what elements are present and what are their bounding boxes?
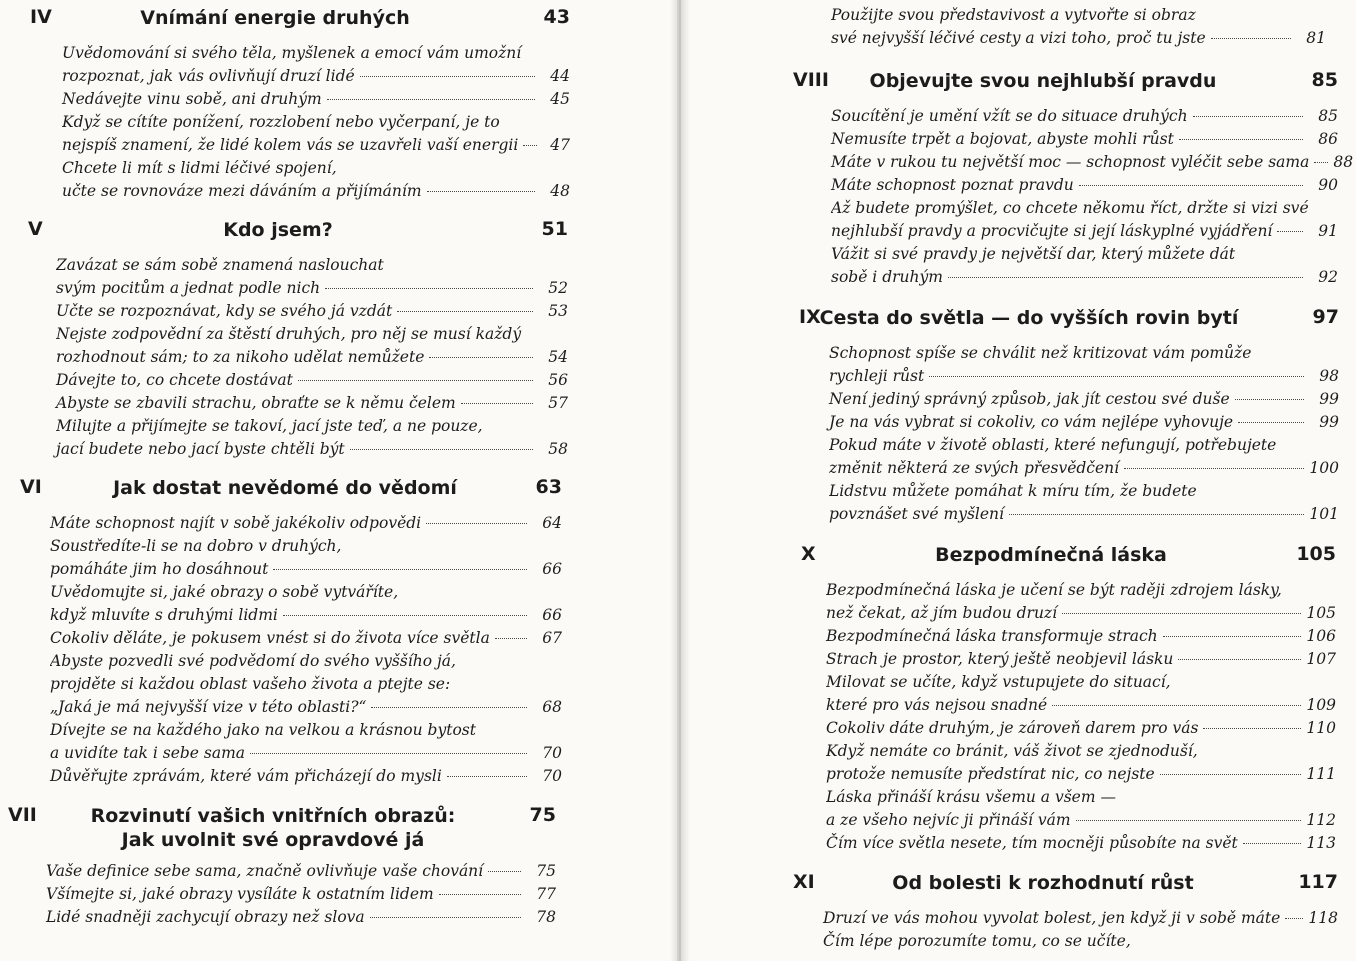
entry-last-line [46,883,556,906]
chapter-ix [799,300,1339,526]
entry-text: když mluvíte s druhými lidmi [50,606,278,624]
dot-leader [283,615,527,616]
chapter-number: VIII [793,69,829,91]
chapter-page-number: 85 [1311,69,1338,91]
entry-text: pomáháte jim ho dosáhnout [50,560,269,578]
entry-page-number: 56 [548,371,568,389]
entry-text: Máte v rukou tu největší moc — schopnost vyléčit sebe sama [831,153,1310,171]
dot-leader [1235,399,1304,400]
entry-page-number: 57 [548,394,568,412]
chapter-iv [30,0,570,203]
chapter-title [843,69,1243,93]
toc-entry[interactable] [826,671,1336,717]
entry-last-line [823,907,1338,930]
entry-last-line [826,763,1336,786]
dot-leader [948,277,1303,278]
entry-page-number: 52 [548,279,568,297]
entry-page-number: 48 [550,182,570,200]
chapter-title-line: Vnímání energie druhých [140,7,410,29]
right-page [681,0,1356,961]
entry-text: a ze všeho nejvíc ji přináší vám [826,811,1071,829]
entry-last-line [826,809,1336,832]
entry-text: Máte schopnost poznat pravdu [831,176,1074,194]
dot-leader [397,311,533,312]
entry-page-number: 45 [550,90,570,108]
toc-entry[interactable] [46,906,556,929]
entry-page-number: 75 [536,862,556,880]
entry-last-line [831,151,1354,174]
entry-text: Soucítění je umění vžít se do situace druhých [831,107,1188,125]
entry-page-number: 81 [1306,29,1326,47]
entry-page-number: 113 [1306,834,1336,852]
entry-last-line [46,906,556,929]
entry-text: Dívejte se na každého jako na velkou a krásnou bytost [50,721,476,739]
toc-entry[interactable] [829,388,1339,411]
chapter-title [68,218,488,242]
chapter-number: XI [793,871,815,893]
entry-text: Učte se rozpoznávat, kdy se svého já vzdát [56,302,393,320]
entry-text: Bezpodmínečná láska je učení se být raději zdrojem lásky, [826,581,1282,599]
entry-last-line [46,860,556,883]
entry-page-number: 101 [1309,505,1339,523]
dot-leader [1079,185,1303,186]
entry-last-line [829,365,1339,388]
toc-entry[interactable] [829,434,1339,480]
entry-last-line [831,27,1326,50]
entry-page-number: 54 [548,348,568,366]
chapter-page-number: 97 [1312,306,1339,328]
dot-leader [427,191,535,192]
dot-leader [929,376,1304,377]
entry-page-number: 99 [1319,390,1339,408]
toc-entry[interactable] [56,392,568,415]
dot-leader [273,569,527,570]
chapter-number: IX [799,306,821,328]
toc-entry[interactable] [826,648,1336,671]
entry-last-line [826,625,1336,648]
book-gutter [670,0,690,961]
entry-last-line [50,627,562,650]
dot-leader [461,403,533,404]
entry-text: Důvěřujte zprávám, které vám přicházejí do mysli [50,767,442,785]
dot-leader [250,753,527,754]
dot-leader [523,145,537,146]
entry-text: rozpoznat, jak vás ovlivňují druzí lidé [62,67,355,85]
toc-entry[interactable] [56,300,568,323]
entry-last-line [56,277,568,300]
dot-leader [1203,728,1301,729]
entry-last-line [829,411,1339,434]
entry-text: Láska přináší krásu všemu a všem — [826,788,1116,806]
entry-text: Druzí ve vás mohou vyvolat bolest, jen když ji v sobě máte [823,909,1281,927]
chapter-heading [793,865,1338,899]
entry-text: které pro vás nejsou snadné [826,696,1048,714]
toc-entry[interactable] [46,883,556,906]
toc-entry[interactable] [831,4,1326,50]
entry-text: Lidstvu můžete pomáhat k míru tím, že budete [829,482,1197,500]
toc-entry[interactable] [831,174,1338,197]
entry-text: Bezpodmínečná láska transformuje strach [826,627,1158,645]
toc-entry[interactable] [826,740,1336,786]
dot-leader [1285,918,1303,919]
toc-entry[interactable] [823,907,1338,930]
chapter-page-number: 51 [541,218,568,240]
toc-entry[interactable] [831,151,1354,174]
chapter-number: X [801,543,816,565]
entry-last-line [829,388,1339,411]
entry-last-line [56,300,568,323]
entry-last-line [56,369,568,392]
entry-last-line [50,604,562,627]
chapter-title-line: Bezpodmínečná láska [935,544,1167,566]
entry-page-number: 88 [1333,153,1354,171]
entry-text: Uvědomování si svého těla, myšlenek a emocí vám umožní [62,44,522,62]
dot-leader [429,357,533,358]
dot-leader [370,917,521,918]
toc-entry[interactable] [826,625,1336,648]
chapter-title-line: Rozvinutí vašich vnitřních obrazů: [90,805,456,827]
entry-page-number: 86 [1318,130,1338,148]
entry-last-line [50,742,562,765]
entry-text: projděte si každou oblast vašeho života a ptejte se: [50,675,451,693]
dot-leader [298,380,533,381]
entry-page-number: 67 [542,629,562,647]
chapter-page-number: 63 [535,476,562,498]
entry-text: Milujte a přijímejte se takoví, jací jste teď, a ne pouze, [56,417,483,435]
entry-last-line [62,134,570,157]
chapter-xi [793,865,1338,953]
chapter-page-number: 43 [543,6,570,28]
dot-leader [495,638,527,639]
entry-text: Soustředíte-li se na dobro v druhých, [50,537,342,555]
toc-entry[interactable] [823,930,1338,953]
entry-page-number: 91 [1318,222,1338,240]
entry-page-number: 77 [536,885,556,903]
chapter-title [70,476,500,500]
dot-leader [1076,820,1301,821]
chapter-heading [799,300,1339,334]
entry-last-line [831,266,1338,289]
entry-page-number: 70 [542,744,562,762]
entry-last-line [56,392,568,415]
entry-last-line [831,128,1338,151]
entry-text: Chcete li mít s lidmi léčivé spojení, [62,159,337,177]
toc-entry[interactable] [50,650,562,719]
chapter-title-line: Jak dostat nevědomé do vědomí [113,477,457,499]
entry-page-number: 105 [1306,604,1336,622]
entry-text: Vážit si své pravdy je největší dar, který můžete dát [831,245,1236,263]
entry-text: změnit některá ze svých přesvědčení [829,459,1120,477]
toc-entry[interactable] [56,369,568,392]
entry-page-number: 58 [548,440,568,458]
entry-text: Až budete promýšlet, co chcete někomu říct, držte si vizi své [831,199,1309,217]
toc-entry-list [823,907,1338,953]
dot-leader [426,523,527,524]
entry-last-line [829,503,1339,526]
toc-entry[interactable] [62,88,570,111]
chapter-title-line: Cesta do světla — do vyšších rovin bytí [819,307,1239,329]
entry-page-number: 109 [1306,696,1336,714]
toc-entry[interactable] [62,111,570,157]
entry-page-number: 99 [1319,413,1339,431]
entry-last-line [826,832,1336,855]
dot-leader [447,776,527,777]
entry-last-line [831,174,1338,197]
toc-entry-list [831,105,1354,289]
entry-text: Máte schopnost najít v sobě jakékoliv odpovědi [50,514,422,532]
entry-text: povznášet své myšlení [829,505,1004,523]
dot-leader [1211,38,1291,39]
entry-text: Strach je prostor, který ještě neobjevil lásku [826,650,1174,668]
toc-entry[interactable] [50,627,562,650]
entry-text: Schopnost spíše se chválit než kritizovat vám pomůže [829,344,1252,362]
chapter-number: VI [20,476,42,498]
entry-text: Nejste zodpovědní za štěstí druhých, pro něj se musí každý [56,325,522,343]
entry-last-line [823,930,1338,953]
dot-leader [1124,468,1304,469]
toc-entry[interactable] [56,254,568,300]
entry-last-line [831,220,1338,243]
entry-text: Cokoliv děláte, je pokusem vnést si do života více světla [50,629,490,647]
chapter-page-number: 117 [1298,871,1338,893]
dot-leader [371,707,527,708]
dot-leader [1009,514,1304,515]
toc-entry[interactable] [826,579,1336,625]
chapter-title-line: Jak uvolnit své opravdové já [121,829,425,851]
entry-text: Čím více světla nesete, tím mocněji působíte na svět [826,834,1238,852]
entry-last-line [831,105,1338,128]
entry-page-number: 106 [1306,627,1336,645]
toc-entry[interactable] [50,719,562,765]
entry-text: protože nemusíte předstírat nic, co nejste [826,765,1155,783]
entry-last-line [826,602,1336,625]
entry-page-number: 85 [1318,107,1338,125]
toc-entry[interactable] [831,243,1338,289]
chapter-title [90,6,460,30]
chapter-heading [28,212,568,246]
entry-page-number: 111 [1306,765,1336,783]
entry-last-line [56,438,568,461]
dot-leader [360,76,535,77]
entry-last-line [56,346,568,369]
chapter-title-line: Kdo jsem? [223,219,333,241]
entry-text: Pokud máte v životě oblasti, které nefungují, potřebujete [829,436,1277,454]
chapter-x [801,537,1336,855]
dot-leader [1163,636,1301,637]
chapter-vii [8,798,556,929]
entry-page-number: 118 [1308,909,1338,927]
dot-leader [1062,613,1301,614]
entry-text: Nemusíte trpět a bojovat, abyste mohli růst [831,130,1174,148]
left-page [0,0,677,961]
entry-page-number: 92 [1318,268,1338,286]
toc-entry[interactable] [50,765,562,788]
entry-text: Cokoliv dáte druhým, je zároveň darem pro vás [826,719,1199,737]
entry-last-line [826,648,1336,671]
chapter-title [833,871,1253,895]
toc-entry[interactable] [50,581,562,627]
dot-leader [1243,843,1301,844]
toc-entry-list [50,512,562,788]
chapter-viii [793,63,1354,289]
entry-last-line [829,457,1339,480]
entry-last-line [62,88,570,111]
chapter-heading [20,470,562,504]
toc-entry[interactable] [826,786,1336,832]
entry-text: jací budete nebo jací byste chtěli být [56,440,345,458]
dot-leader [327,99,535,100]
chapter-heading [30,0,570,34]
entry-text: Abyste pozvedli své podvědomí do svého vyššího já, [50,652,456,670]
chapter-heading [793,63,1338,97]
dot-leader [1052,705,1301,706]
entry-text: Čím lépe porozumíte tomu, co se učíte, [823,932,1131,950]
entry-text: a uvidíte tak i sebe sama [50,744,246,762]
entry-last-line [50,765,562,788]
entry-text: Milovat se učíte, když vstupujete do situací, [826,673,1171,691]
dot-leader [1193,116,1303,117]
entry-text: Uvědomujte si, jaké obrazy o sobě vytváříte, [50,583,399,601]
toc-entry[interactable] [826,717,1336,740]
dot-leader [1160,774,1301,775]
toc-entry-list [826,579,1336,855]
entry-page-number: 53 [548,302,568,320]
chapter-number: V [28,218,43,240]
entry-text: učte se rovnováze mezi dáváním a přijímáním [62,182,422,200]
entry-page-number: 68 [542,698,562,716]
entry-text: „Jaká je má nejvyšší vize v této oblasti?“ [50,698,367,716]
entry-text: Abyste se zbavili strachu, obraťte se k němu čelem [56,394,456,412]
chapter-title [841,543,1261,567]
toc-entry[interactable] [829,411,1339,434]
entry-page-number: 107 [1306,650,1336,668]
toc-entry[interactable] [829,342,1339,388]
chapter-title [819,306,1239,330]
chapter-number: IV [30,6,52,28]
entry-last-line [62,180,570,203]
toc-entry[interactable] [831,105,1338,128]
toc-entry[interactable] [62,42,570,88]
entry-text: Když se cítíte ponížení, rozzlobení nebo vyčerpaní, je to [62,113,500,131]
chapter-vii-continued [831,0,1326,50]
entry-last-line [50,558,562,581]
entry-text: Když nemáte co bránit, váš život se zjednoduší, [826,742,1198,760]
chapter-page-number: 75 [529,804,556,826]
toc-entry[interactable] [831,128,1338,151]
entry-page-number: 110 [1306,719,1336,737]
entry-text: rychleji růst [829,367,925,385]
entry-text: Zavázat se sám sobě znamená naslouchat [56,256,384,274]
entry-page-number: 100 [1309,459,1339,477]
toc-entry[interactable] [62,157,570,203]
entry-page-number: 78 [536,908,556,926]
entry-text: Použijte svou představivost a vytvořte si obraz [831,6,1196,24]
entry-text: Nedávejte vinu sobě, ani druhým [62,90,322,108]
entry-page-number: 66 [542,560,562,578]
entry-last-line [826,694,1336,717]
entry-page-number: 64 [542,514,562,532]
toc-entry-list [56,254,568,461]
chapter-v [28,212,568,461]
toc-entry[interactable] [829,480,1339,526]
toc-entry-list [829,342,1339,526]
entry-page-number: 44 [550,67,570,85]
entry-page-number: 47 [550,136,570,154]
toc-entry[interactable] [56,323,568,369]
dot-leader [1277,231,1303,232]
chapter-heading [801,537,1336,571]
chapter-number: VII [8,804,37,826]
toc-entry[interactable] [46,860,556,883]
toc-entry-list [831,4,1326,50]
toc-entry[interactable] [50,512,562,535]
entry-text: svým pocitům a jednat podle nich [56,279,321,297]
entry-page-number: 70 [542,767,562,785]
chapter-heading [8,798,556,852]
dot-leader [1238,422,1304,423]
entry-last-line [62,65,570,88]
entry-text: nejspíš znamení, že lidé kolem vás se uzavřeli vaší energii [62,136,519,154]
chapter-vi [20,470,562,788]
chapter-title-line: Od bolesti k rozhodnutí růst [892,872,1194,894]
entry-text: rozhodnout sám; to za nikoho udělat nemůžete [56,348,425,366]
entry-text: své nejvyšší léčivé cesty a vizi toho, proč tu jste [831,29,1206,47]
dot-leader [325,288,533,289]
entry-text: Lidé snadněji zachycují obrazy než slova [46,908,365,926]
entry-page-number: 98 [1319,367,1339,385]
toc-entry[interactable] [56,415,568,461]
chapter-title [58,804,488,852]
dot-leader [1314,162,1328,163]
entry-text: Je na vás vybrat si cokoliv, co vám nejlépe vyhovuje [829,413,1234,431]
toc-entry-list [46,860,556,929]
toc-entry[interactable] [50,535,562,581]
dot-leader [488,871,521,872]
toc-entry-list [62,42,570,203]
chapter-page-number: 105 [1296,543,1336,565]
chapter-title-line: Objevujte svou nejhlubší pravdu [869,70,1217,92]
entry-text: nejhlubší pravdy a procvičujte si její láskyplné vyjádření [831,222,1273,240]
entry-last-line [50,696,562,719]
entry-text: Všímejte si, jaké obrazy vysíláte k ostatním lidem [46,885,434,903]
toc-entry[interactable] [831,197,1338,243]
entry-text: sobě i druhým [831,268,943,286]
toc-entry[interactable] [826,832,1336,855]
entry-last-line [826,717,1336,740]
entry-page-number: 112 [1306,811,1336,829]
dot-leader [1178,659,1301,660]
entry-text: než čekat, až jím budou druzí [826,604,1058,622]
entry-last-line [50,512,562,535]
dot-leader [1179,139,1303,140]
entry-page-number: 90 [1318,176,1338,194]
entry-text: Dávejte to, co chcete dostávat [56,371,293,389]
dot-leader [439,894,521,895]
entry-page-number: 66 [542,606,562,624]
entry-text: Není jediný správný způsob, jak jít cestou své duše [829,390,1230,408]
dot-leader [350,449,533,450]
entry-text: Vaše definice sebe sama, značně ovlivňuje vaše chování [46,862,484,880]
